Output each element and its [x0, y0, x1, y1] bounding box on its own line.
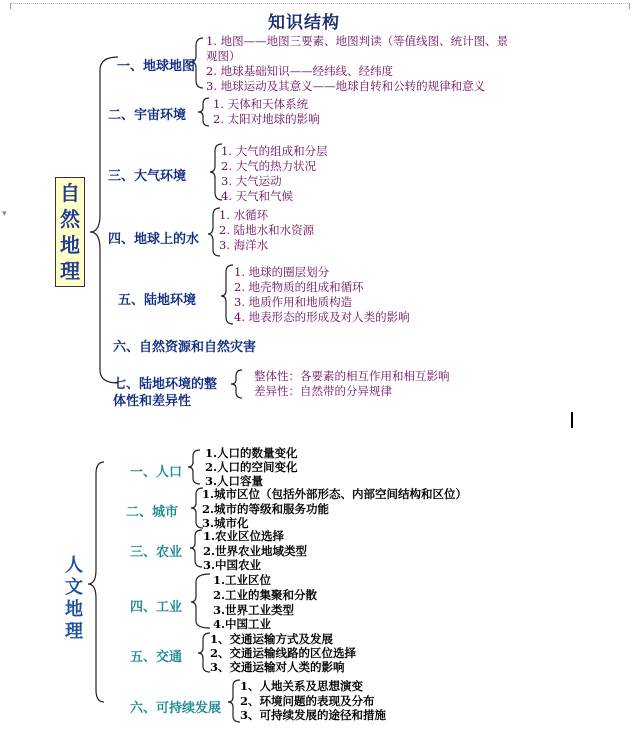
- natural-item-1-2: 2. 地球基础知识——经纬线、经纬度: [206, 64, 394, 78]
- natural-item-4-2: 2. 陆地水和水资源: [219, 223, 315, 237]
- human-item-3-2: 2.世界农业地域类型: [203, 544, 308, 558]
- natural-item-5-2: 2. 地壳物质的组成和循环: [234, 280, 364, 294]
- natural-item-2-2: 2. 太阳对地球的影响: [213, 112, 320, 126]
- human-item-5-3: 3、交通运输对人类的影响: [210, 660, 345, 674]
- natural-item-4-1: 1. 水循环: [219, 208, 269, 222]
- natural-item-1-1b: 观图）: [206, 49, 241, 63]
- natural-item-5-4: 4. 地表形态的形成及对人类的影响: [234, 310, 410, 324]
- page-title: 知识结构: [268, 13, 340, 33]
- human-item-1-2: 2.人口的空间变化: [205, 460, 298, 474]
- natural-item-3-1: 1. 大气的组成和分层: [221, 144, 328, 158]
- human-brace-6: [228, 680, 240, 722]
- human-item-2-3: 3.城市化: [202, 516, 249, 530]
- natural-heading-7-line2: 体性和差异性: [113, 394, 192, 409]
- human-brace-3: [190, 530, 202, 567]
- natural-item-5-1: 1. 地球的圈层划分: [234, 265, 330, 279]
- human-brace-1: [188, 450, 200, 484]
- human-item-6-3: 3、可持续发展的途径和措施: [240, 708, 387, 722]
- natural-item-7-1: 整体性：各要素的相互作用和相互影响: [254, 369, 450, 383]
- natural-heading-4: 四、地球上的水: [108, 232, 200, 247]
- natural-heading-7-line1: 七、陆地环境的整: [113, 377, 218, 392]
- natural-item-3-2: 2. 大气的热力状况: [221, 159, 317, 173]
- human-heading-6: 六、可持续发展: [130, 701, 222, 716]
- natural-item-1-1: 1. 地图——地图三要素、地图判读（等值线图、统计图、景: [206, 34, 509, 48]
- natural-brace-2: [198, 98, 209, 126]
- human-item-6-2: 2、环境问题的表现及分布: [240, 694, 375, 708]
- human-item-5-1: 1、交通运输方式及发展: [210, 632, 334, 646]
- natural-heading-3: 三、大气环境: [108, 169, 187, 184]
- human-item-1-3: 3.人口容量: [205, 474, 264, 488]
- natural-heading-6: 六、自然资源和自然灾害: [113, 340, 257, 355]
- human-item-4-3: 3.世界工业类型: [213, 603, 295, 617]
- human-heading-4: 四、工业: [130, 600, 183, 615]
- human-item-4-4: 4.中国工业: [213, 617, 272, 631]
- natural-brace-5: [221, 265, 233, 324]
- human-heading-5: 五、交通: [130, 650, 183, 665]
- human-item-3-3: 3.中国农业: [203, 558, 262, 572]
- text-cursor: [571, 412, 573, 428]
- human-item-4-2: 2.工业的集聚和分散: [213, 588, 318, 602]
- human-item-4-1: 1.工业区位: [213, 573, 272, 587]
- natural-item-1-3: 3. 地球运动及其意义——地球自转和公转的规律和意义: [206, 79, 486, 93]
- human-main-brace: [88, 462, 104, 702]
- human-heading-1: 一、人口: [130, 465, 183, 480]
- human-item-2-2: 2.城市的等级和服务功能: [202, 502, 330, 516]
- human-item-3-1: 1.农业区位选择: [203, 529, 285, 543]
- margin-marker-icon: ▾: [2, 209, 7, 219]
- natural-item-4-3: 3. 海洋水: [219, 238, 269, 252]
- natural-item-7-2: 差异性：自然带的分异规律: [254, 384, 392, 398]
- natural-heading-1: 一、地球地图: [117, 59, 196, 74]
- natural-heading-5: 五、陆地环境: [118, 293, 197, 308]
- human-item-6-1: 1、人地关系及思想演变: [240, 679, 364, 693]
- human-brace-4: [191, 574, 210, 628]
- human-item-5-2: 2、交通运输线路的区位选择: [210, 646, 357, 660]
- natural-item-3-3: 3. 大气运动: [221, 174, 282, 188]
- human-item-1-1: 1.人口的数量变化: [205, 446, 298, 460]
- human-geography-label: 人文地理: [65, 555, 83, 642]
- natural-geography-box: 自然地理: [55, 177, 85, 287]
- human-item-2-1: 1.城市区位（包括外部形态、内部空间结构和区位）: [202, 487, 468, 501]
- natural-item-2-1: 1. 天体和天体系统: [213, 97, 309, 111]
- human-heading-3: 三、农业: [130, 545, 183, 560]
- natural-brace-7: [231, 370, 242, 398]
- human-brace-5: [198, 633, 210, 672]
- natural-item-3-4: 4. 天气和气候: [221, 189, 294, 203]
- human-heading-2: 二、城市: [126, 505, 179, 520]
- natural-heading-2: 二、宇宙环境: [108, 108, 187, 123]
- natural-item-5-3: 3. 地质作用和地质构造: [234, 295, 353, 309]
